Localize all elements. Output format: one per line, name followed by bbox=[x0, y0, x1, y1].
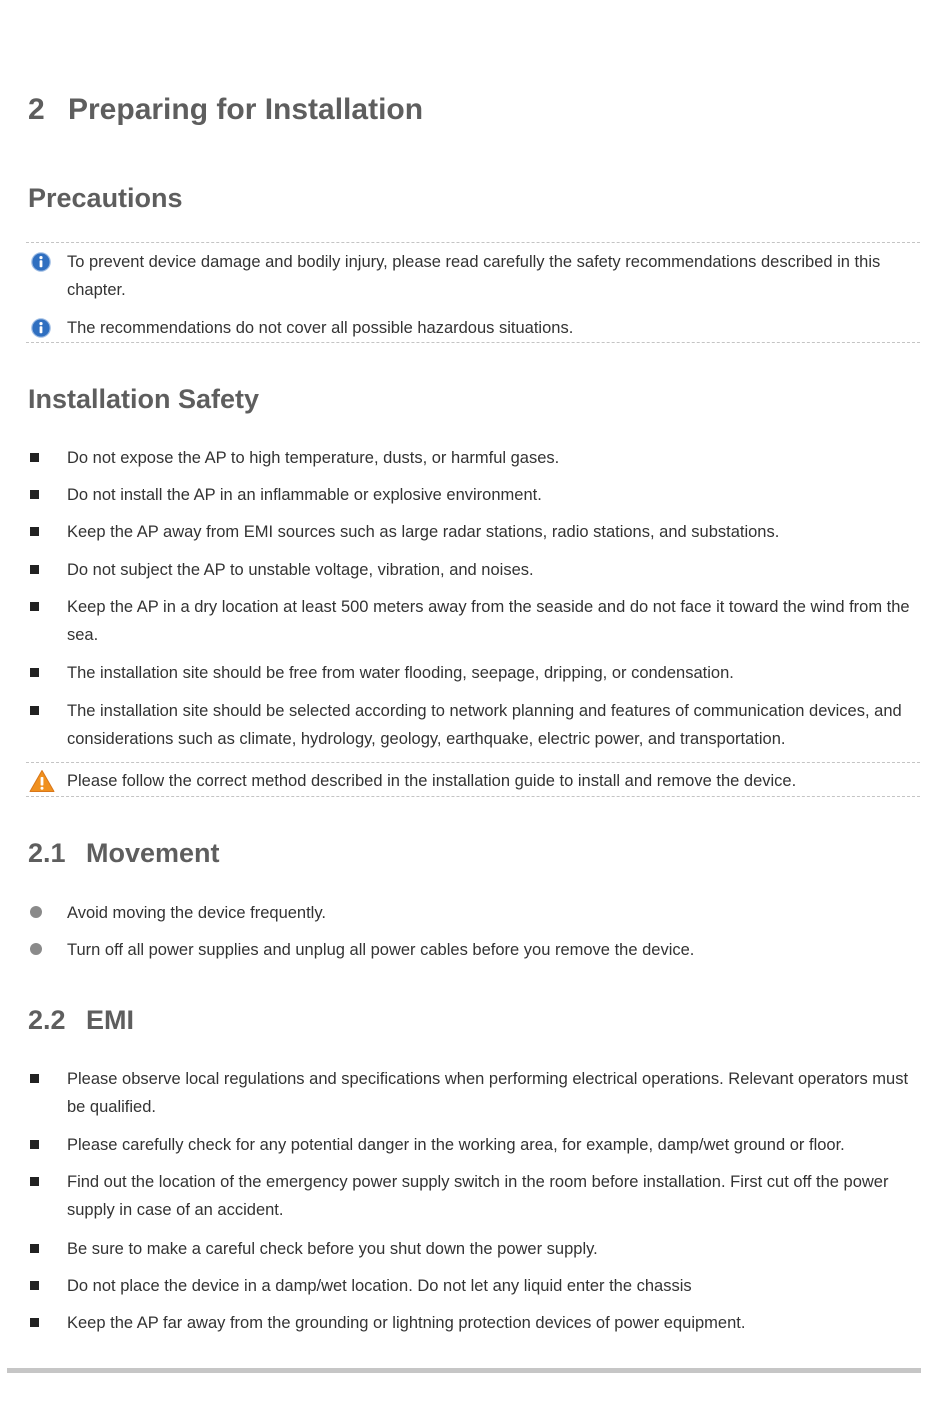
round-bullet bbox=[30, 906, 42, 918]
list-item: Keep the AP far away from the grounding or lightning protection devices of power equipment. bbox=[67, 1314, 746, 1332]
square-bullet bbox=[30, 1074, 39, 1083]
square-bullet bbox=[30, 1318, 39, 1327]
precaution-note-2: The recommendations do not cover all possible hazardous situations. bbox=[67, 319, 574, 337]
note-divider-top bbox=[26, 242, 920, 243]
list-item: Do not expose the AP to high temperature, dusts, or harmful gases. bbox=[67, 449, 560, 467]
warning-icon bbox=[29, 769, 55, 793]
chapter-title bbox=[28, 93, 423, 127]
movement-number: 2.1 bbox=[28, 838, 66, 868]
square-bullet bbox=[30, 1140, 39, 1149]
emi-heading bbox=[28, 1005, 134, 1036]
info-icon bbox=[31, 252, 51, 272]
installation-safety-heading: Installation Safety bbox=[28, 384, 260, 414]
square-bullet bbox=[30, 527, 39, 536]
note-divider-bottom bbox=[26, 342, 920, 343]
movement-title: Movement bbox=[86, 838, 220, 868]
square-bullet bbox=[30, 668, 39, 677]
list-item: The installation site should be free from water flooding, seepage, dripping, or condensation. bbox=[67, 664, 734, 682]
list-item: Be sure to make a careful check before you shut down the power supply. bbox=[67, 1240, 598, 1258]
list-item: Avoid moving the device frequently. bbox=[67, 904, 326, 922]
list-item: Please observe local regulations and specifications when performing electrical operations. Relevant operators must be qualified. bbox=[67, 1070, 909, 1116]
chapter-title-text: Preparing for Installation bbox=[68, 93, 424, 126]
square-bullet bbox=[30, 1244, 39, 1253]
list-item: Do not subject the AP to unstable voltage, vibration, and noises. bbox=[67, 561, 534, 579]
list-item: Find out the location of the emergency power supply switch in the room before installation. First cut off the power supply in case of an accident. bbox=[67, 1173, 889, 1219]
emi-title: EMI bbox=[86, 1005, 135, 1035]
emi-number: 2.2 bbox=[28, 1005, 66, 1035]
warning-divider-bottom bbox=[26, 796, 920, 797]
movement-heading bbox=[28, 838, 220, 869]
warning-divider-top bbox=[26, 762, 920, 763]
installation-warning: Please follow the correct method described in the installation guide to install and remove the device. bbox=[67, 772, 797, 790]
list-item: The installation site should be selected according to network planning and features of communication devices, and considerations such as climate, hydrology, geology, earthquake, electric power, and transportation. bbox=[67, 702, 902, 748]
square-bullet bbox=[30, 1281, 39, 1290]
chapter-number: 2 bbox=[28, 93, 45, 126]
info-icon bbox=[31, 318, 51, 338]
square-bullet bbox=[30, 706, 39, 715]
list-item: Turn off all power supplies and unplug all power cables before you remove the device. bbox=[67, 941, 695, 959]
square-bullet bbox=[30, 565, 39, 574]
list-item: Do not place the device in a damp/wet location. Do not let any liquid enter the chassis bbox=[67, 1277, 692, 1295]
square-bullet bbox=[30, 602, 39, 611]
precaution-note-1: To prevent device damage and bodily injury, please read carefully the safety recommendations described in this chapter. bbox=[67, 253, 881, 299]
list-item: Keep the AP in a dry location at least 500 meters away from the seaside and do not face it toward the wind from the sea. bbox=[67, 598, 910, 644]
list-item: Please carefully check for any potential danger in the working area, for example, damp/wet ground or floor. bbox=[67, 1136, 845, 1154]
footer-rule bbox=[7, 1368, 921, 1373]
round-bullet bbox=[30, 943, 42, 955]
list-item: Keep the AP away from EMI sources such as large radar stations, radio stations, and substations. bbox=[67, 523, 780, 541]
precautions-heading: Precautions bbox=[28, 183, 183, 213]
list-item: Do not install the AP in an inflammable or explosive environment. bbox=[67, 486, 542, 504]
square-bullet bbox=[30, 490, 39, 499]
square-bullet bbox=[30, 453, 39, 462]
square-bullet bbox=[30, 1177, 39, 1186]
